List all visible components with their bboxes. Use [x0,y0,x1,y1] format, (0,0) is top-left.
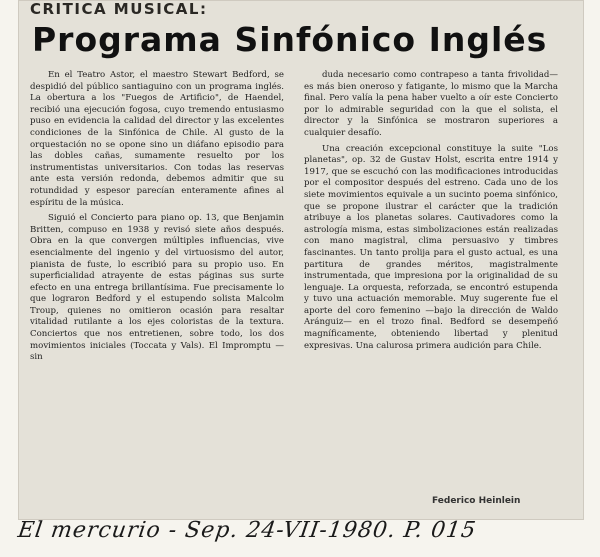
paragraph: En el Teatro Astor, el maestro Stewart Bedford, se despidió del público santiaguino con un programa inglés. La obertura a los "Fuegos de Artificio", de Haendel, recibió una ejecución fogosa, cuyo tremendo entusiasmo puso en evidencia la calidad del director y las excelentes condiciones de la Sinfónica de Chile. Al gusto de la orquestación no se opone sino un diáfano episodio para las dobles cañas, sumamente resuelto por los instrumentistas universitarios. Con todas las reservas ante esta versión redonda, debemos admitir que su rotundidad y espesor parecían enteramente afines al espíritu de la música. [30,70,284,208]
section-kicker: CRITICA MUSICAL: [30,0,208,18]
paragraph: Siguió el Concierto para piano op. 13, que Benjamin Britten, compuso en 1938 y revisó siete años después. Obra en la que convergen múltiples influencias, vive esencialmente del ingenio y del virtuosismo del autor, pianista de fuste, lo escribió para su propio uso. En superficialidad atrayente de estas páginas sus surte efecto en una entrega brillantísima. Fue precisamente lo que lograron Bedford y el estupendo solista Malcolm Troup, quienes no omitieron ocasión para resaltar vitalidad rutilante a los ejes coloristas de la textura. Conciertos que nos entretienen, sobre todo, los dos movimientos iniciales (Toccata y Vals). El Impromptu —sin [30,213,284,363]
newspaper-clipping [18,0,584,520]
author-byline: Federico Heinlein [432,496,521,506]
article-column-right [304,70,558,502]
article-column-left [30,70,284,510]
paragraph: duda necesario como contrapeso a tanta frivolidad— es más bien oneroso y fatigante, lo mismo que la Marcha final. Pero valía la pena haber vuelto a oír este Concierto por lo admirable seguridad con la que el solista, el director y la Sinfónica se mostraron superiores a cualquier desafío. [304,70,558,138]
handwritten-source-note: El mercurio - Sep. 24-VII-1980. P. 015 [16,518,478,543]
paragraph: Una creación excepcional constituye la suite "Los planetas", op. 32 de Gustav Holst, escrita entre 1914 y 1917, que se escuchó con las modificaciones introducidas por el compositor después del estreno. Cada uno de los siete movimientos equivale a un sucinto poema sinfónico, que se propone ilustrar el carácter que la tradición atribuye a los planetas solares. Cautivadores como la astrología misma, estas simbolizaciones están realizadas con mano magistral, clima persuasivo y timbres fascinantes. Un tanto prolija para el gusto actual, es una partitura de grandes méritos, magistralmente instrumentada, que impresiona por la originalidad de su lenguaje. La orquesta, reforzada, se encontró estupenda y tuvo una actuación memorable. Muy sugerente fue el aporte del coro femenino —bajo la dirección de Waldo Aránguiz— en el trozo final. Bedford se desempeñó magníficamente, obteniendo libertad y plenitud expresivas. Una calurosa primera audición para Chile. [304,143,558,351]
article-headline: Programa Sinfónico Inglés [32,20,548,59]
